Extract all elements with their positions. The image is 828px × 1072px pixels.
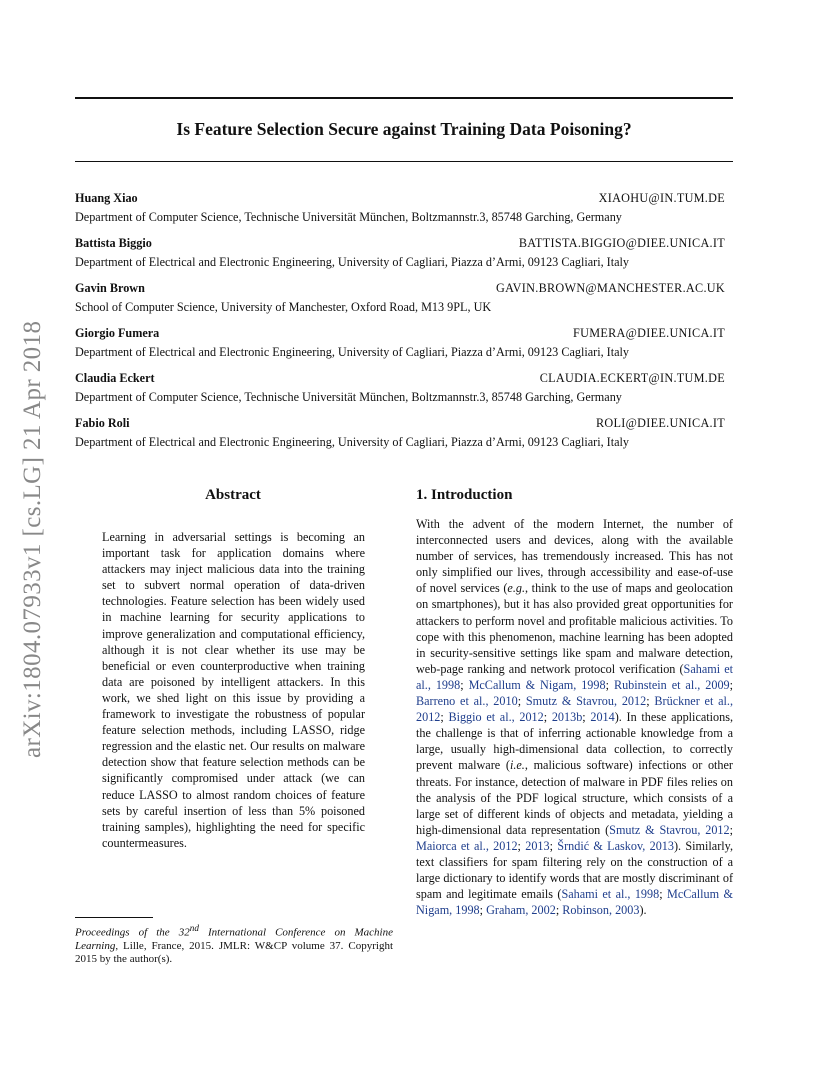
intro-text: ). [639,903,647,918]
footnote-ordinal: 32 [178,926,190,939]
intro-text: ; [646,694,655,709]
intro-text: ; [549,838,558,853]
author-affiliation: Department of Computer Science, Technische Universität München, Boltzmannstr.3, 85748 Garching, Germany [75,390,622,404]
abstract-heading: Abstract [205,487,261,503]
citation-link[interactable]: 2013 [525,838,550,853]
author-email: BATTISTA.BIGGIO@DIEE.UNICA.IT [518,236,725,250]
author-affiliation: School of Computer Science, University of Manchester, Oxford Road, M13 9PL, UK [75,300,492,314]
citation-link[interactable]: Barreno et al., 2010 [416,694,518,709]
intro-text: ). Similarly, text classifiers for spam filtering rely on the construction of a large dictionary to identify words that are mostly discriminant of spam and legitimate emails ( [416,838,734,902]
intro-text: , malicious software) infections or other threats. For instance, detection of malware in PDF files relies on the analysis of the PDF logical structure, which consists of a large set of different kinds of objects and metadata, yielding a high-dimensional data representation ( [416,758,733,837]
introduction-heading: 1. Introduction [416,487,513,503]
intro-text: ; [582,710,591,725]
author-email: ROLI@DIEE.UNICA.IT [596,416,725,430]
citation-link[interactable]: Sahami et al., 1998 [416,661,733,692]
paper-title: Is Feature Selection Secure against Training Data Poisoning? [176,119,632,139]
citation-link[interactable]: Smutz & Stavrou, 2012 [525,694,647,709]
footnote-details: , Lille, France, 2015. JMLR: W&CP volume 37. Copyright 2015 by the author(s). [75,940,393,966]
citation-link[interactable]: Brückner et al., 2012 [416,694,734,725]
author-block-3 [75,279,725,317]
author-affiliation: Department of Computer Science, Technische Universität München, Boltzmannstr.3, 85748 Garching, Germany [75,210,622,224]
citation-link[interactable]: Maiorca et al., 2012 [416,838,518,853]
author-affiliation: Department of Electrical and Electronic Engineering, University of Cagliari, Piazza d’Armi, 09123 Cagliari, Italy [75,345,630,359]
intro-text: ). In these applications, the challenge is that of inferring actionable knowledge from a large, usually high-dimensional data collection, to correctly prevent malware ( [416,710,734,773]
footnote-proceedings: Proceedings of the [75,926,179,939]
intro-text: With the advent of the modern Internet, the number of interconnected users and devices, along with the available number of services, has tremendously increased. This has not only simplified our lives, through accessibility and ease-of-use of novel services ( [416,517,733,596]
author-email: FUMERA@DIEE.UNICA.IT [573,326,725,340]
intro-text: ; [555,903,563,918]
intro-text: ; [479,903,487,918]
author-name: Giorgio Fumera [75,326,160,340]
intro-text: ; [440,710,449,725]
author-block-4 [75,324,725,362]
author-name: Gavin Brown [75,281,145,295]
author-email: CLAUDIA.ECKERT@IN.TUM.DE [539,371,725,385]
footnote [75,922,393,967]
author-block-6 [75,414,725,452]
introduction-body [416,516,733,918]
intro-text: ; [543,710,552,725]
arxiv-side-stamp: arXiv:1804.07933v1 [cs.LG] 21 Apr 2018 [19,320,46,758]
citation-link[interactable]: Šrndić & Laskov, 2013 [557,838,674,853]
author-name: Huang Xiao [75,191,138,205]
intro-text: ; [659,887,667,902]
author-name: Claudia Eckert [75,371,155,385]
author-affiliation: Department of Electrical and Electronic Engineering, University of Cagliari, Piazza d’Armi, 09123 Cagliari, Italy [75,435,630,449]
author-email: GAVIN.BROWN@MANCHESTER.AC.UK [496,281,725,295]
author-name: Battista Biggio [75,236,152,250]
footnote-venue: International Conference on Machine Learning [75,926,393,953]
title-top-rule [75,97,733,99]
intro-text: ; [517,838,526,853]
emphasis-text: e.g. [507,581,526,596]
citation-link[interactable]: Rubinstein et al., 2009 [613,677,730,692]
citation-link[interactable]: Robinson, 2003 [562,903,640,918]
author-block-5 [75,369,725,407]
intro-text: ; [729,822,733,837]
author-email: XIAOHU@IN.TUM.DE [598,191,725,205]
citation-link[interactable]: Biggio et al., 2012 [448,710,544,725]
author-block-2 [75,234,725,272]
abstract-body: Learning in adversarial settings is becoming an important task for application domains where attackers may inject malicious data into the training set to subvert normal operation of data-driven technologies. Feature selection has been widely used in machine learning for security applications to improve generalization and computational efficiency, although it is not clear whether its use may be beneficial or even counterproductive when training data are poisoned by intelligent attackers. In this work, we shed light on this issue by providing a framework to investigate the robustness of popular feature selection methods, including LASSO, ridge regression and the elastic net. Our results on malware detection show that feature selection methods can be significantly compromised under attack (we can reduce LASSO to almost random choices of feature sets by careful insertion of less than 5% poisoned training samples), highlighting the need for specific countermeasures. [102,530,365,850]
intro-text: ; [460,677,469,692]
footnote-rule [75,917,153,918]
citation-link[interactable]: Smutz & Stavrou, 2012 [609,822,730,837]
citation-link[interactable]: 2014 [590,710,615,725]
author-affiliation: Department of Electrical and Electronic Engineering, University of Cagliari, Piazza d’Armi, 09123 Cagliari, Italy [75,255,630,269]
author-block-1 [75,189,725,227]
citation-link[interactable]: Sahami et al., 1998 [561,887,660,902]
intro-text: , think to the use of maps and geolocation on smartphones), but it has also provided great opportunities for attackers to perform novel and profitable malicious activities. To cope with this phenomenon, machine learning has been adopted in security-sensitive settings like spam and malware detection, web-page ranking and network protocol verification ( [416,581,734,676]
intro-text: ; [517,694,526,709]
intro-text: ; [605,677,614,692]
author-name: Fabio Roli [75,416,130,430]
citation-link[interactable]: Graham, 2002 [486,903,556,918]
emphasis-text: i.e. [509,758,525,773]
citation-link[interactable]: McCallum & Nigam, 1998 [416,887,733,918]
footnote-ordinal-suffix: nd [189,923,199,933]
title-bottom-rule [75,161,733,162]
citation-link[interactable]: McCallum & Nigam, 1998 [468,677,606,692]
intro-text: ; [729,677,734,692]
citation-link[interactable]: 2013b [551,710,583,725]
